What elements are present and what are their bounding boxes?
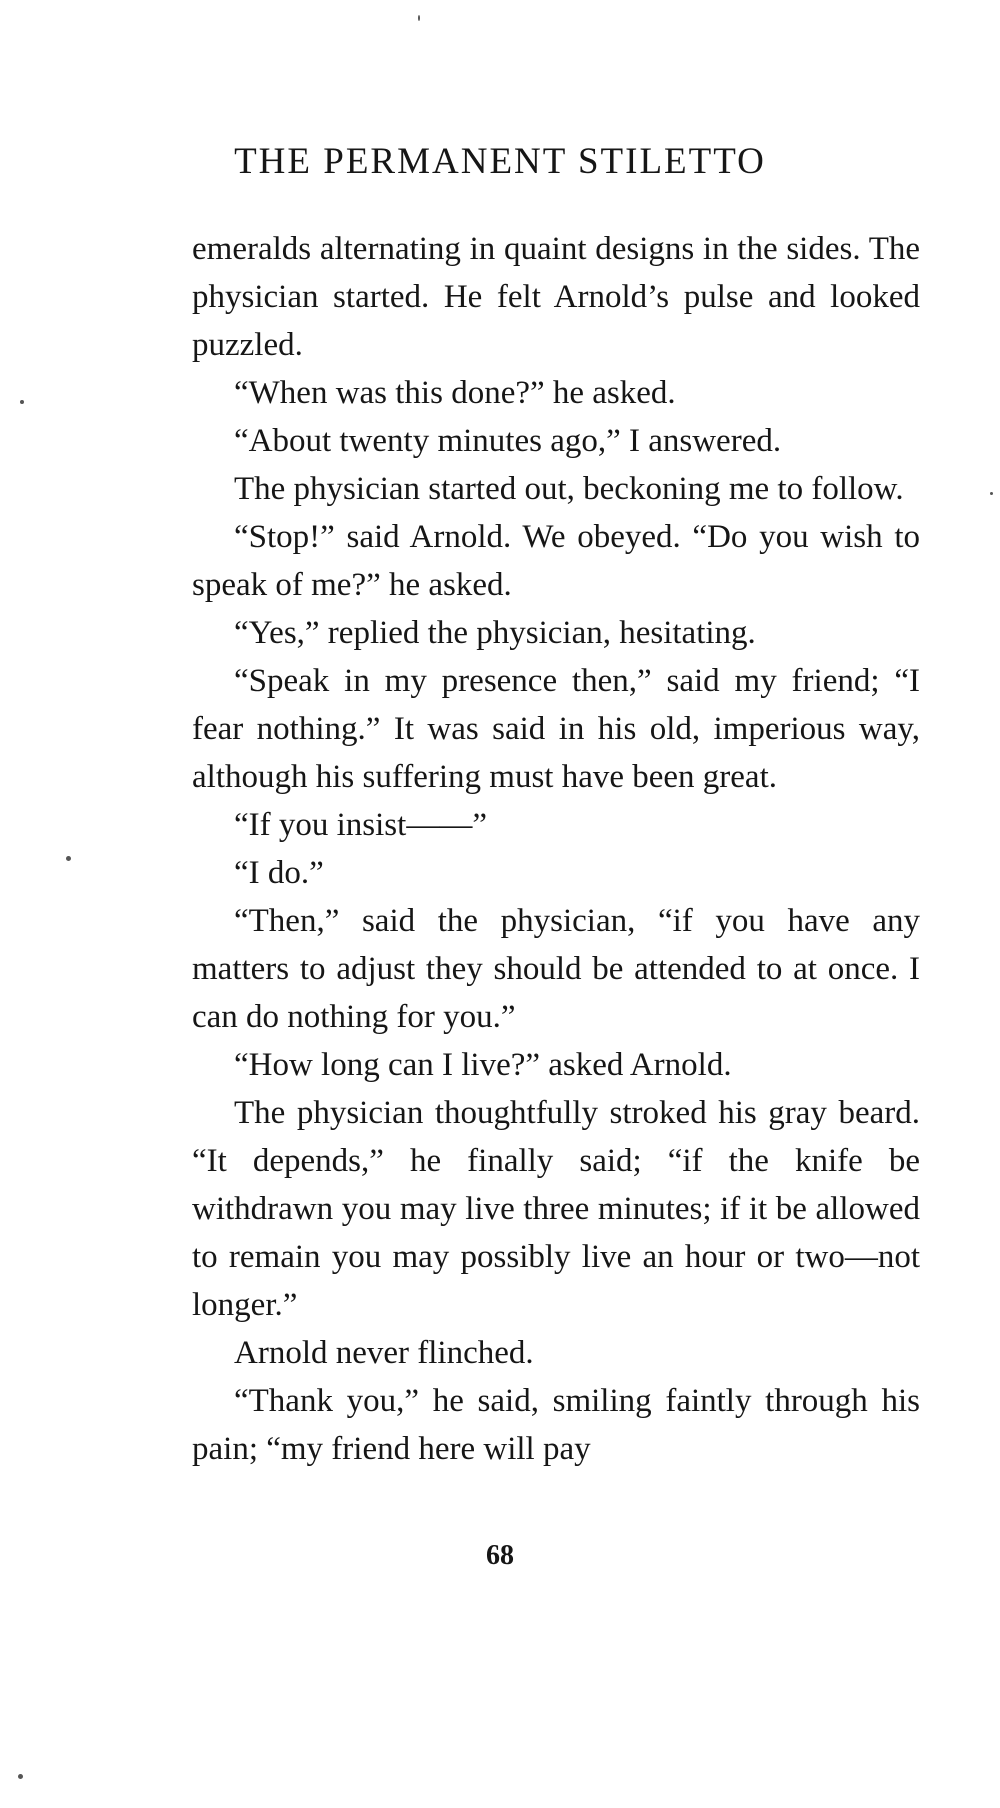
scan-speck [18,1774,23,1779]
paragraph: Arnold never flinched. [234,1335,534,1371]
running-head: THE PERMANENT STILETTO [234,141,766,182]
paragraph: “I do.” [234,855,324,891]
page-number: 68 [486,1540,514,1571]
paragraph: “Speak in my presence then,” said my friend; “I fear nothing.” It was said in his old, imperious way, although his suffering must have been great. [192,663,920,795]
paragraph: The physician thoughtfully stroked his gray beard. “It depends,” he finally said; “if the knife be withdrawn you may live three minutes; if it be allowed to remain you may possibly live an hour or two—not longer.” [192,1095,920,1323]
paragraph: “Then,” said the physician, “if you have any matters to adjust they should be attended to at once. I can do nothing for you.” [192,903,920,1035]
scan-speck [20,400,24,404]
paragraph: emeralds alternating in quaint designs in the sides. The physician started. He felt Arnold’s pulse and looked puzzled. [192,231,920,363]
scan-speck [418,15,420,21]
paragraph: “If you insist——” [234,807,487,843]
paragraph: “How long can I live?” asked Arnold. [234,1047,732,1083]
paragraph: The physician started out, beckoning me to follow. [234,471,904,507]
paragraph: “When was this done?” he asked. [234,375,676,411]
paragraph: “Yes,” replied the physician, hesitating. [234,615,756,651]
paragraph: “Stop!” said Arnold. We obeyed. “Do you wish to speak of me?” he asked. [192,519,920,603]
paragraph: “About twenty minutes ago,” I answered. [234,423,782,459]
paragraph: “Thank you,” he said, smiling faintly through his pain; “my friend here will pay [192,1383,920,1467]
scan-speck [990,492,993,495]
body-text [192,225,920,1473]
scan-speck [66,856,71,861]
